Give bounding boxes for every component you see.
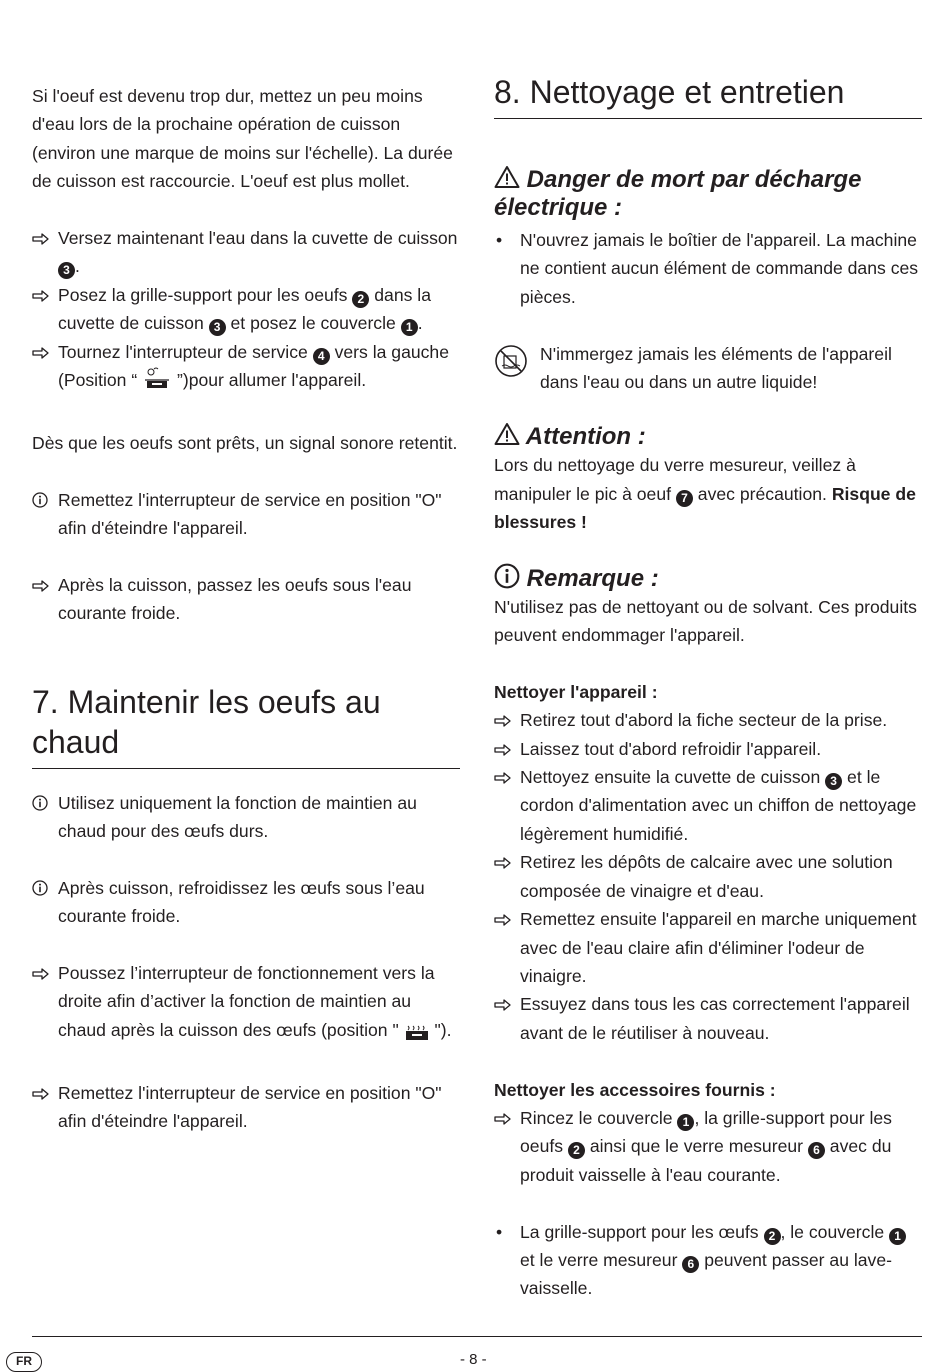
list-item: Rincez le couvercle 1 , la grille-support pour les oeufs 2 ainsi que le verre mesureur 6 avec du produit vaisselle à l'eau courante. <box>494 1104 922 1189</box>
list-item: Versez maintenant l'eau dans la cuvette de cuisson 3 . <box>32 224 460 281</box>
bullet-icon: • <box>496 230 503 250</box>
clean-device-heading: Nettoyer l'appareil : <box>494 681 658 702</box>
list-item: Remettez l'interrupteur de service en position "O" afin d'éteindre l'appareil. <box>32 1079 460 1136</box>
list-item: Remettez ensuite l'appareil en marche uniquement avec de l'eau claire afin d'éliminer l'odeur de vinaigre. <box>494 905 922 990</box>
danger-heading: Danger de mort par décharge électrique : <box>494 166 862 221</box>
no-immerse-note: N'immergez jamais les éléments de l'appareil dans l'eau ou dans un autre liquide! <box>494 340 922 397</box>
arrow-icon <box>32 1079 54 1108</box>
number-badge: 6 <box>682 1256 699 1273</box>
footer-divider <box>32 1336 922 1337</box>
warning-icon <box>494 165 520 189</box>
attention-heading: Attention : <box>494 422 922 451</box>
arrow-icon <box>494 706 516 735</box>
keep-warm-icon <box>404 1022 430 1050</box>
attention-text: Lors du nettoyage du verre mesureur, veillez à manipuler le pic à oeuf 7 avec précaution. Risque de blessures ! <box>494 455 916 533</box>
bullet-icon: • <box>496 1221 503 1242</box>
number-badge: 1 <box>677 1114 694 1131</box>
arrow-icon <box>32 959 54 988</box>
no-immersion-icon <box>494 344 528 386</box>
number-badge: 7 <box>676 490 693 507</box>
list-item: Après la cuisson, passez les oeufs sous l'eau courante froide. <box>32 571 460 628</box>
section-7-title: 7. Maintenir les oeufs au chaud <box>32 682 460 769</box>
clean-accessories-heading: Nettoyer les accessoires fournis : <box>494 1079 776 1100</box>
info-icon <box>32 874 54 904</box>
arrow-icon <box>32 224 54 253</box>
language-badge: FR <box>6 1352 42 1372</box>
list-item: Laissez tout d'abord refroidir l'appareil. <box>494 735 922 763</box>
arrow-icon <box>494 1104 516 1133</box>
number-badge: 2 <box>764 1228 781 1245</box>
list-item: Nettoyez ensuite la cuvette de cuisson 3 et le cordon d'alimentation avec un chiffon de nettoyage légèrement humidifié. <box>494 763 922 848</box>
number-badge: 3 <box>209 319 226 336</box>
arrow-icon <box>494 848 516 877</box>
arrow-icon <box>494 735 516 764</box>
number-badge: 1 <box>401 319 418 336</box>
paragraph-signal: Dès que les oeufs sont prêts, un signal sonore retentit. <box>32 432 458 453</box>
list-item: Après cuisson, refroidissez les œufs sous l’eau courante froide. <box>32 874 460 931</box>
list-item: Retirez tout d'abord la fiche secteur de la prise. <box>494 706 922 734</box>
right-column <box>494 72 922 1303</box>
arrow-icon <box>494 905 516 934</box>
arrow-icon <box>494 990 516 1019</box>
list-item: Utilisez uniquement la fonction de maintien au chaud pour des œufs durs. <box>32 789 460 846</box>
section-8-title: 8. Nettoyage et entretien <box>494 72 922 119</box>
arrow-icon <box>32 281 54 310</box>
number-badge: 1 <box>889 1228 906 1245</box>
number-badge: 4 <box>313 348 330 365</box>
arrow-icon <box>494 763 516 792</box>
list-item: • La grille-support pour les œufs 2 , le couvercle 1 et le verre mesureur 6 peuvent passer au lave-vaisselle. <box>494 1218 922 1303</box>
list-item: Retirez les dépôts de calcaire avec une solution composée de vinaigre et d'eau. <box>494 848 922 905</box>
arrow-icon <box>32 571 54 600</box>
number-badge: 2 <box>568 1142 585 1159</box>
list-item: Essuyez dans tous les cas correctement l'appareil avant de le réutiliser à nouveau. <box>494 990 922 1047</box>
paragraph-too-hard: Si l'oeuf est devenu trop dur, mettez un peu moins d'eau lors de la prochaine opération de cuisson (environ une marque de moins sur l'échelle). La durée de cuisson est raccourcie. L'oeuf est plus mollet. <box>32 86 453 192</box>
info-icon <box>32 486 54 516</box>
list-item: • N'ouvrez jamais le boîtier de l'appareil. La machine ne contient aucun élément de commande dans ces pièces. <box>494 226 922 311</box>
list-item: Tournez l'interrupteur de service 4 vers la gauche (Position “ ”)pour allumer l'appareil. <box>32 338 460 401</box>
info-icon <box>494 563 520 589</box>
number-badge: 3 <box>58 262 75 279</box>
warning-icon <box>494 422 520 446</box>
remarque-text: N'utilisez pas de nettoyant ou de solvant. Ces produits peuvent endommager l'appareil. <box>494 596 917 646</box>
number-badge: 6 <box>808 1142 825 1159</box>
info-icon <box>32 789 54 819</box>
page-number: - 8 - <box>460 1351 487 1368</box>
list-item: Remettez l'interrupteur de service en position "O" afin d'éteindre l'appareil. <box>32 486 460 543</box>
remarque-heading: Remarque : <box>494 563 922 593</box>
left-column <box>32 82 460 1135</box>
list-item: Poussez l’interrupteur de fonctionnement vers la droite afin d’activer la fonction de maintien au chaud après la cuisson des œufs (position " "). <box>32 959 460 1050</box>
number-badge: 2 <box>352 291 369 308</box>
cooking-mode-icon <box>142 366 172 400</box>
list-item: Posez la grille-support pour les oeufs 2 dans la cuvette de cuisson 3 et posez le couvercle 1 . <box>32 281 460 338</box>
arrow-icon <box>32 338 54 367</box>
number-badge: 3 <box>825 773 842 790</box>
